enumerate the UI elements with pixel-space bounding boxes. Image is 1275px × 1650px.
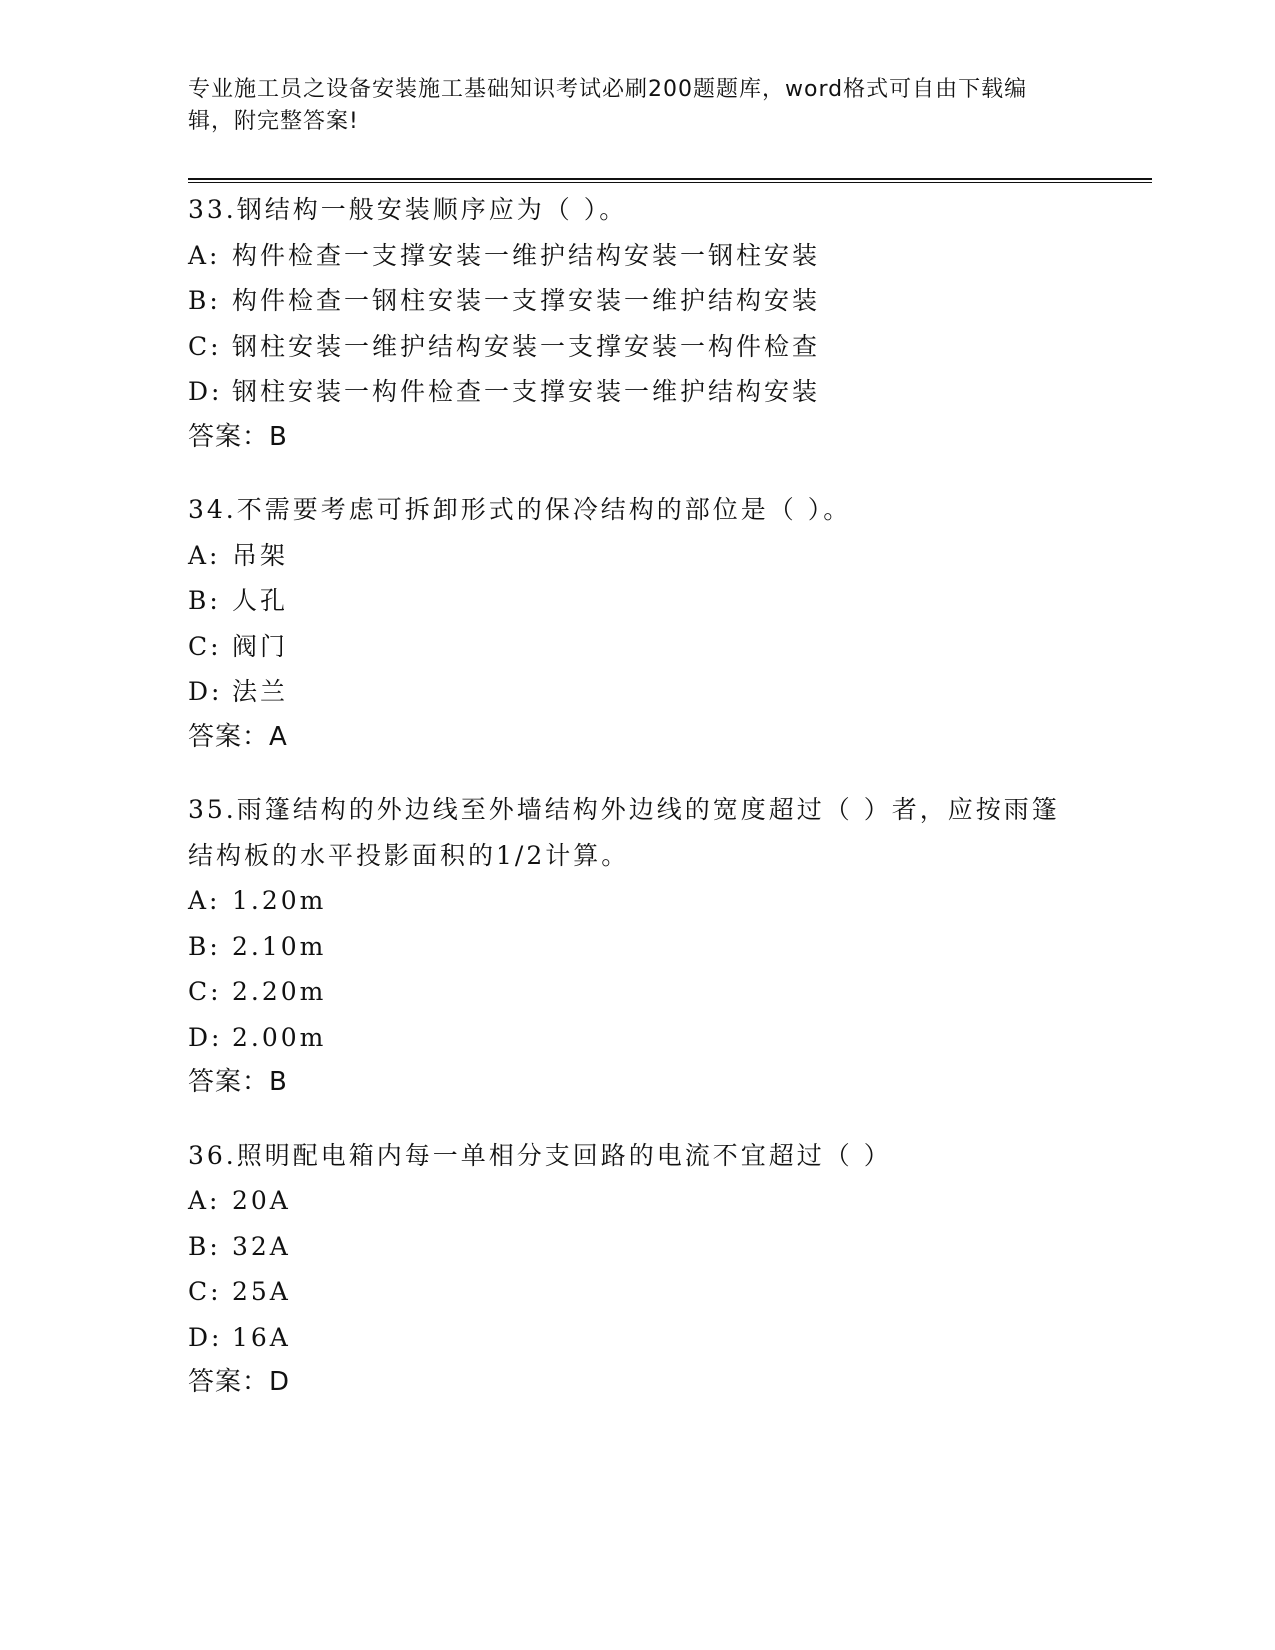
option-text: 32A bbox=[232, 1231, 291, 1261]
option-d bbox=[188, 369, 1088, 415]
question-stem: 35.雨篷结构的外边线至外墙结构外边线的宽度超过（ ）者，应按雨篷结构板的水平投影面积的1/2计算。 bbox=[188, 795, 1060, 870]
option-text: 法兰 bbox=[232, 677, 289, 706]
document-header: 专业施工员之设备安装施工基础知识考试必刷200题题库，word格式可自由下载编辑，附完整答案! bbox=[188, 77, 1028, 134]
option-text: 构件检查一钢柱安装一支撑安装一维护结构安装 bbox=[232, 286, 821, 315]
option-a bbox=[188, 878, 1088, 924]
answer-line: 答案：B bbox=[188, 421, 288, 452]
option-text: 人孔 bbox=[232, 586, 289, 615]
option-b bbox=[188, 924, 1088, 970]
option-b bbox=[188, 578, 1088, 624]
question-stem: 33.钢结构一般安装顺序应为（ ）。 bbox=[188, 195, 628, 224]
option-d bbox=[188, 1315, 1088, 1361]
option-letter: A: bbox=[188, 540, 221, 570]
option-d bbox=[188, 1015, 1088, 1061]
option-c bbox=[188, 1269, 1088, 1315]
option-text: 16A bbox=[232, 1322, 291, 1352]
option-text: 吊架 bbox=[232, 540, 289, 570]
question-36 bbox=[188, 1133, 1088, 1406]
option-letter: C: bbox=[188, 331, 222, 361]
option-text: 2.00m bbox=[232, 1022, 327, 1052]
option-letter: A: bbox=[188, 1186, 221, 1215]
option-c bbox=[188, 969, 1088, 1015]
option-letter: B: bbox=[188, 1231, 221, 1261]
option-letter: A: bbox=[188, 240, 221, 270]
answer-line: 答案：B bbox=[188, 1067, 288, 1097]
option-a bbox=[188, 233, 1088, 279]
header-divider-thick bbox=[188, 178, 1152, 180]
option-text: 阀门 bbox=[232, 631, 289, 661]
option-letter: D: bbox=[188, 677, 223, 706]
question-stem: 36.照明配电箱内每一单相分支回路的电流不宜超过（ ） bbox=[188, 1140, 892, 1170]
option-letter: C: bbox=[188, 631, 222, 661]
option-a bbox=[188, 1178, 1088, 1224]
option-text: 钢柱安装一维护结构安装一支撑安装一构件检查 bbox=[232, 331, 821, 361]
question-34 bbox=[188, 487, 1088, 760]
option-b bbox=[188, 278, 1088, 324]
question-33 bbox=[188, 187, 1088, 460]
answer-line: 答案：A bbox=[188, 721, 288, 752]
option-text: 1.20m bbox=[232, 886, 327, 915]
option-letter: C: bbox=[188, 977, 222, 1006]
header-divider-thin bbox=[188, 182, 1152, 183]
question-list bbox=[188, 187, 1088, 1433]
option-letter: D: bbox=[188, 377, 223, 406]
option-letter: B: bbox=[188, 286, 221, 315]
option-text: 构件检查一支撑安装一维护结构安装一钢柱安装 bbox=[232, 240, 821, 270]
option-letter: D: bbox=[188, 1022, 223, 1052]
question-stem: 34.不需要考虑可拆卸形式的保冷结构的部位是（ ）。 bbox=[188, 495, 852, 524]
option-b bbox=[188, 1224, 1088, 1270]
option-text: 2.20m bbox=[232, 977, 327, 1006]
option-letter: B: bbox=[188, 931, 221, 961]
option-d bbox=[188, 669, 1088, 715]
option-text: 2.10m bbox=[232, 931, 327, 961]
option-letter: B: bbox=[188, 586, 221, 615]
option-letter: D: bbox=[188, 1322, 223, 1352]
option-c bbox=[188, 624, 1088, 670]
question-35 bbox=[188, 787, 1088, 1106]
option-text: 钢柱安装一构件检查一支撑安装一维护结构安装 bbox=[232, 377, 821, 406]
option-letter: C: bbox=[188, 1277, 222, 1306]
answer-line: 答案：D bbox=[188, 1367, 291, 1397]
option-text: 20A bbox=[232, 1186, 291, 1215]
option-text: 25A bbox=[232, 1277, 291, 1306]
option-a bbox=[188, 533, 1088, 579]
option-c bbox=[188, 324, 1088, 370]
option-letter: A: bbox=[188, 886, 221, 915]
